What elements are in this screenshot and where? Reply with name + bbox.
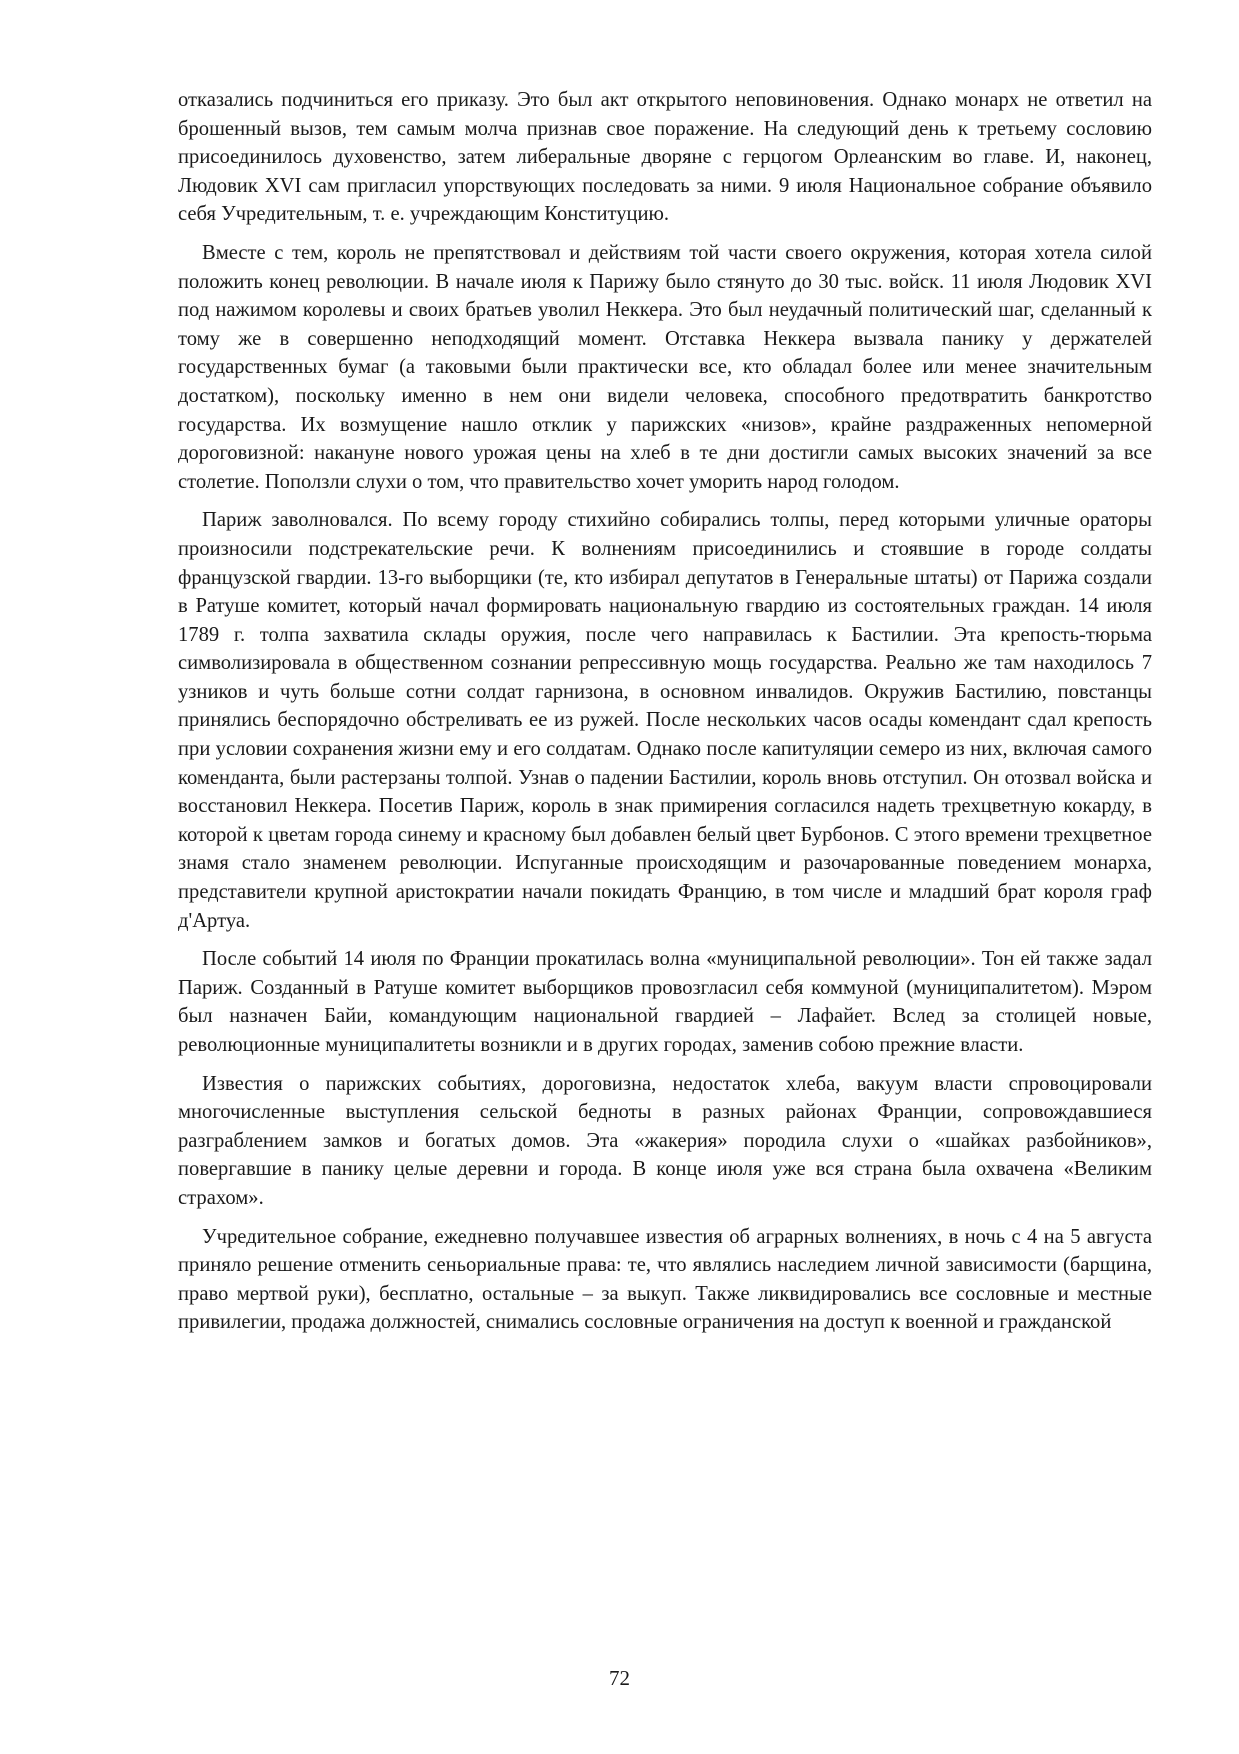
paragraph-4: После событий 14 июля по Франции прокатилась волна «муниципальной революции». Тон ей также задал Париж. Созданный в Ратуше комитет выборщиков провозгласил себя коммуной (муниципалитетом). Мэром был назначен Байи, командующим национальной гвардией – Лафайет. Вслед за столицей новые, революционные муниципалитеты возникли и в других городах, заменив собою прежние власти. [178,948,1152,1056]
paragraph-2: Вместе с тем, король не препятствовал и действиям той части своего окружения, которая хотела силой положить конец революции. В начале июля к Парижу было стянуто до 30 тыс. войск. 11 июля Людовик XVI под нажимом королевы и своих братьев уволил Неккера. Это был неудачный политический шаг, сделанный к тому же в совершенно неподходящий момент. Отставка Неккера вызвала панику у держателей государственных бумаг (а таковыми были практически все, кто обладал более или менее значительным достатком), поскольку именно в нем они видели человека, способного предотвратить банкротство государства. Их возмущение нашло отклик у парижских «низов», крайне раздраженных непомерной дороговизной: накануне нового урожая цены на хлеб в те дни достигли самых высоких значений за все столетие. Поползли слухи о том, что правительство хочет уморить народ голодом. [178,241,1152,493]
paragraph-6: Учредительное собрание, ежедневно получавшее известия об аграрных волнениях, в ночь с 4 на 5 августа приняло решение отменить сеньориальные права: те, что являлись наследием личной зависимости (барщина, право мертвой руки), бесплатно, остальные – за выкуп. Также ликвидировались все сословные и местные привилегии, продажа должностей, снимались сословные ограничения на доступ к военной и гражданской [178,1225,1152,1334]
paragraph-1: отказались подчиниться его приказу. Это был акт открытого неповиновения. Однако монарх не ответил на брошенный вызов, тем самым молча признав свое поражение. На следующий день к третьему сословию присоединилось духовенство, затем либеральные дворяне с герцогом Орлеанским во главе. И, наконец, Людовик XVI сам пригласил упорствующих последовать за ними. 9 июля Национальное собрание объявило себя Учредительным, т. е. учреждающим Конституцию. [178,89,1152,226]
page-number: 72 [609,1666,630,1690]
paragraph-3: Париж заволновался. По всему городу стихийно собирались толпы, перед которыми уличные ораторы произносили подстрекательские речи. К волнениям присоединились и стоявшие в городе солдаты французской гвардии. 13-го выборщики (те, кто избирал депутатов в Генеральные штаты) от Парижа создали в Ратуше комитет, который начал формировать национальную гвардию из состоятельных граждан. 14 июля 1789 г. толпа захватила склады оружия, после чего направилась к Бастилии. Эта крепость-тюрьма символизировала в общественном сознании репрессивную мощь государства. Реально же там находилось 7 узников и чуть больше сотни солдат гарнизона, в основном инвалидов. Окружив Бастилию, повстанцы принялись беспорядочно обстреливать ее из ружей. После нескольких часов осады комендант сдал крепость при условии сохранения жизни ему и его солдатам. Однако после капитуляции семеро из них, включая самого коменданта, были растерзаны толпой. Узнав о падении Бастилии, король вновь отступил. Он отозвал войска и восстановил Неккера. Посетив Париж, король в знак примирения согласился надеть трехцветную кокарду, в которой к цветам города синему и красному был добавлен белый цвет Бурбонов. С этого времени трехцветное знамя стало знаменем революции. Испуганные происходящим и разочарованные поведением монарха, представители крупной аристократии начали покидать Францию, в том числе и младший брат короля граф д'Артуа. [178,509,1152,932]
page-body [178,86,1152,1347]
paragraph-5: Известия о парижских событиях, дороговизна, недостаток хлеба, вакуум власти спровоцировали многочисленные выступления сельской бедноты в разных районах Франции, сопровождавшиеся разграблением замков и богатых домов. Эта «жакерия» породила слухи о «шайках разбойников», повергавшие в панику целые деревни и города. В конце июля уже вся страна была охвачена «Великим страхом». [178,1072,1152,1209]
